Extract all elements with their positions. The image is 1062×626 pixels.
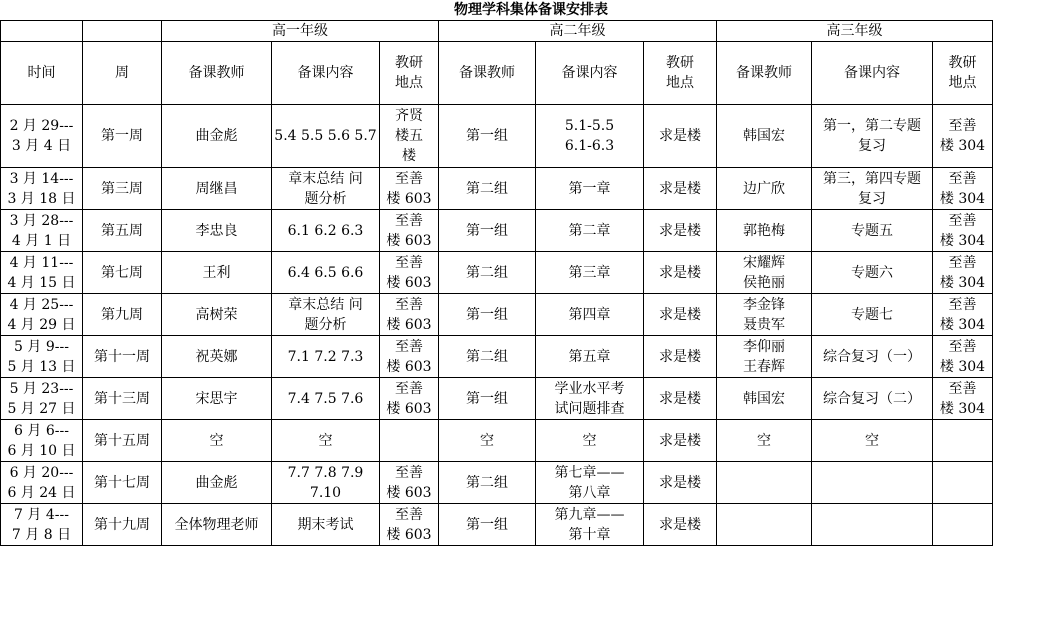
table-row: [1, 105, 993, 168]
g3-teacher-header: 备课教师: [717, 42, 812, 105]
g3-content-cell: 专题六: [812, 252, 933, 294]
time-cell: 6 月 20--- 6 月 24 日: [1, 462, 83, 504]
g1-teacher-cell: 曲金彪: [162, 462, 272, 504]
g2-content-cell: 第二章: [536, 210, 644, 252]
g3-content-cell: 第三，第四专题 复习: [812, 168, 933, 210]
grade-2-header: 高二年级: [439, 21, 717, 42]
g2-teacher-cell: 第一组: [439, 378, 536, 420]
week-header: 周: [83, 42, 162, 105]
g1-content-cell: 6.4 6.5 6.6: [272, 252, 380, 294]
g3-location-cell: 至善 楼 304: [933, 336, 993, 378]
blank-cell: [83, 21, 162, 42]
g1-content-cell: 5.4 5.5 5.6 5.7: [272, 105, 380, 168]
g3-content-cell: [812, 504, 933, 546]
g2-content-cell: 空: [536, 420, 644, 462]
grade-1-header: 高一年级: [162, 21, 439, 42]
table-row: [1, 294, 993, 336]
g1-teacher-cell: 曲金彪: [162, 105, 272, 168]
g2-location-cell: 求是楼: [644, 378, 717, 420]
g3-teacher-cell: 宋耀辉 侯艳丽: [717, 252, 812, 294]
column-header-row: [1, 42, 993, 105]
g2-teacher-cell: 第一组: [439, 210, 536, 252]
g1-content-cell: 7.1 7.2 7.3: [272, 336, 380, 378]
g1-location-cell: 至善 楼 603: [380, 168, 439, 210]
g2-teacher-cell: 第二组: [439, 462, 536, 504]
g2-location-header: 教研 地点: [644, 42, 717, 105]
g2-location-cell: 求是楼: [644, 504, 717, 546]
time-cell: 2 月 29--- 3 月 4 日: [1, 105, 83, 168]
g2-location-cell: 求是楼: [644, 105, 717, 168]
table-row: [1, 504, 993, 546]
g1-location-cell: [380, 420, 439, 462]
time-header: 时间: [1, 42, 83, 105]
table-row: [1, 252, 993, 294]
g1-content-cell: 期末考试: [272, 504, 380, 546]
g1-teacher-cell: 李忠良: [162, 210, 272, 252]
g3-content-header: 备课内容: [812, 42, 933, 105]
g3-teacher-cell: 韩国宏: [717, 378, 812, 420]
g1-teacher-cell: 王利: [162, 252, 272, 294]
g1-teacher-cell: 周继昌: [162, 168, 272, 210]
g3-location-cell: 至善 楼 304: [933, 168, 993, 210]
g3-teacher-cell: 韩国宏: [717, 105, 812, 168]
g1-content-header: 备课内容: [272, 42, 380, 105]
g2-location-cell: 求是楼: [644, 252, 717, 294]
table-row: [1, 168, 993, 210]
table-row: [1, 336, 993, 378]
g2-content-cell: 第七章—— 第八章: [536, 462, 644, 504]
g3-location-cell: 至善 楼 304: [933, 294, 993, 336]
g2-content-cell: 5.1-5.5 6.1-6.3: [536, 105, 644, 168]
week-cell: 第十七周: [83, 462, 162, 504]
time-cell: 4 月 25--- 4 月 29 日: [1, 294, 83, 336]
g1-location-cell: 至善 楼 603: [380, 294, 439, 336]
g1-location-cell: 至善 楼 603: [380, 462, 439, 504]
table-row: [1, 462, 993, 504]
g2-content-header: 备课内容: [536, 42, 644, 105]
g1-location-cell: 至善 楼 603: [380, 210, 439, 252]
g3-content-cell: 综合复习（一）: [812, 336, 933, 378]
g3-location-cell: 至善 楼 304: [933, 210, 993, 252]
time-cell: 3 月 14--- 3 月 18 日: [1, 168, 83, 210]
g1-location-cell: 齐贤 楼五 楼: [380, 105, 439, 168]
g1-content-cell: 章末总结 问 题分析: [272, 168, 380, 210]
g2-teacher-cell: 第一组: [439, 105, 536, 168]
g2-content-cell: 第九章—— 第十章: [536, 504, 644, 546]
g3-location-cell: 至善 楼 304: [933, 378, 993, 420]
time-cell: 5 月 23--- 5 月 27 日: [1, 378, 83, 420]
time-cell: 5 月 9--- 5 月 13 日: [1, 336, 83, 378]
g2-teacher-cell: 第一组: [439, 294, 536, 336]
g3-teacher-cell: 空: [717, 420, 812, 462]
g2-location-cell: 求是楼: [644, 294, 717, 336]
g1-location-header: 教研 地点: [380, 42, 439, 105]
g3-teacher-cell: 边广欣: [717, 168, 812, 210]
g3-content-cell: 专题五: [812, 210, 933, 252]
g2-teacher-cell: 第一组: [439, 504, 536, 546]
g3-location-cell: [933, 462, 993, 504]
g3-content-cell: 第一，第二专题 复习: [812, 105, 933, 168]
g1-content-cell: 章末总结 问 题分析: [272, 294, 380, 336]
g3-location-cell: [933, 420, 993, 462]
g1-teacher-cell: 全体物理老师: [162, 504, 272, 546]
g3-teacher-cell: [717, 504, 812, 546]
g3-teacher-cell: 郭艳梅: [717, 210, 812, 252]
schedule-table: [0, 20, 993, 546]
time-cell: 7 月 4--- 7 月 8 日: [1, 504, 83, 546]
g1-location-cell: 至善 楼 603: [380, 504, 439, 546]
g3-location-cell: [933, 504, 993, 546]
g1-location-cell: 至善 楼 603: [380, 378, 439, 420]
g1-teacher-cell: 祝英娜: [162, 336, 272, 378]
g3-location-header: 教研 地点: [933, 42, 993, 105]
grade-header-row: [1, 21, 993, 42]
g1-content-cell: 空: [272, 420, 380, 462]
g3-location-cell: 至善 楼 304: [933, 105, 993, 168]
week-cell: 第十一周: [83, 336, 162, 378]
g2-content-cell: 第四章: [536, 294, 644, 336]
g2-teacher-header: 备课教师: [439, 42, 536, 105]
g2-teacher-cell: 空: [439, 420, 536, 462]
grade-3-header: 高三年级: [717, 21, 993, 42]
week-cell: 第七周: [83, 252, 162, 294]
g3-teacher-cell: 李金锋 聂贵军: [717, 294, 812, 336]
g2-location-cell: 求是楼: [644, 462, 717, 504]
g2-location-cell: 求是楼: [644, 168, 717, 210]
week-cell: 第三周: [83, 168, 162, 210]
week-cell: 第十九周: [83, 504, 162, 546]
g1-teacher-cell: 宋思宇: [162, 378, 272, 420]
g2-teacher-cell: 第二组: [439, 336, 536, 378]
time-cell: 6 月 6--- 6 月 10 日: [1, 420, 83, 462]
g1-teacher-header: 备课教师: [162, 42, 272, 105]
g1-teacher-cell: 高树荣: [162, 294, 272, 336]
g3-content-cell: 专题七: [812, 294, 933, 336]
table-row: [1, 210, 993, 252]
g1-content-cell: 7.7 7.8 7.9 7.10: [272, 462, 380, 504]
week-cell: 第十五周: [83, 420, 162, 462]
g2-teacher-cell: 第二组: [439, 168, 536, 210]
g2-content-cell: 学业水平考 试问题排查: [536, 378, 644, 420]
g2-content-cell: 第一章: [536, 168, 644, 210]
time-cell: 3 月 28--- 4 月 1 日: [1, 210, 83, 252]
time-cell: 4 月 11--- 4 月 15 日: [1, 252, 83, 294]
g1-content-cell: 7.4 7.5 7.6: [272, 378, 380, 420]
g3-location-cell: 至善 楼 304: [933, 252, 993, 294]
week-cell: 第九周: [83, 294, 162, 336]
g2-location-cell: 求是楼: [644, 420, 717, 462]
week-cell: 第一周: [83, 105, 162, 168]
g3-teacher-cell: [717, 462, 812, 504]
g1-teacher-cell: 空: [162, 420, 272, 462]
g1-location-cell: 至善 楼 603: [380, 252, 439, 294]
g3-content-cell: [812, 462, 933, 504]
g2-content-cell: 第五章: [536, 336, 644, 378]
g1-content-cell: 6.1 6.2 6.3: [272, 210, 380, 252]
table-row: [1, 378, 993, 420]
blank-cell: [1, 21, 83, 42]
table-row: [1, 420, 993, 462]
g2-location-cell: 求是楼: [644, 336, 717, 378]
g2-teacher-cell: 第二组: [439, 252, 536, 294]
g3-teacher-cell: 李仰丽 王春辉: [717, 336, 812, 378]
g2-location-cell: 求是楼: [644, 210, 717, 252]
week-cell: 第十三周: [83, 378, 162, 420]
g3-content-cell: 空: [812, 420, 933, 462]
page-title: 物理学科集体备课安排表: [454, 2, 608, 18]
week-cell: 第五周: [83, 210, 162, 252]
g3-content-cell: 综合复习（二）: [812, 378, 933, 420]
g1-location-cell: 至善 楼 603: [380, 336, 439, 378]
g2-content-cell: 第三章: [536, 252, 644, 294]
